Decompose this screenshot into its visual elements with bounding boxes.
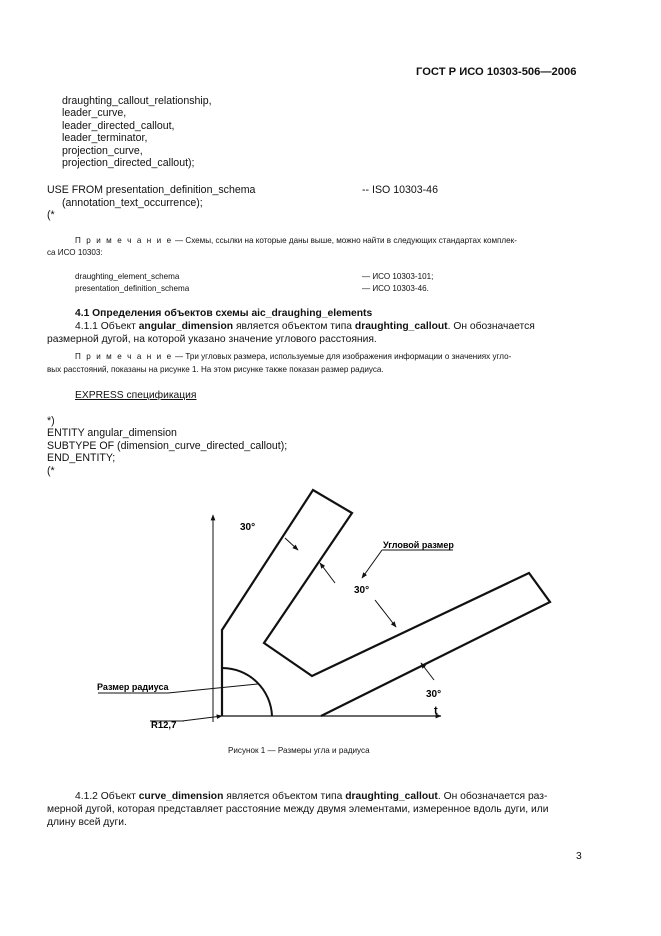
para-4-1-2-line-3: длину всей дуги.: [47, 817, 127, 828]
note-text: — Схемы, ссылки на которые даны выше, можно найти в следующих стандартах комплек-: [172, 236, 517, 245]
angular-dimension-label: Угловой размер: [383, 540, 454, 550]
note-label: П р и м е ч а н и е: [75, 352, 173, 361]
text-run: является объектом типа: [233, 321, 355, 332]
note-label: П р и м е ч а н и е: [75, 236, 173, 245]
note-schema-1: draughting_element_schema: [75, 272, 180, 281]
part-outline: [222, 490, 550, 716]
use-from-line: USE FROM presentation_definition_schema: [47, 184, 256, 196]
angular-label-pointer: [362, 550, 382, 578]
code-line: leader_terminator,: [62, 132, 148, 145]
code-line: SUBTYPE OF (dimension_curve_directed_callout);: [47, 439, 288, 452]
text-run: является объектом типа: [223, 791, 346, 802]
angle-bottom-label: 30°: [426, 689, 442, 700]
code-line: projection_curve,: [62, 144, 143, 157]
page-number: 3: [576, 851, 582, 862]
code-line: (*: [47, 464, 55, 477]
angle-bottom-arrow: [421, 663, 434, 680]
code-line: *): [47, 415, 55, 427]
note-ref-2: — ИСО 10303-46.: [362, 284, 429, 293]
radius-pointer: [182, 716, 222, 721]
use-from-comment: -- ISO 10303-46: [362, 184, 438, 196]
section-title: 4.1 Определения объектов схемы aic_draughing_elements: [75, 308, 373, 319]
angle-mid-arrow-2: [375, 600, 396, 627]
radius-dimension-label: Размер радиуса: [97, 682, 169, 692]
code-line: leader_curve,: [62, 107, 127, 120]
figure-caption: Рисунок 1 — Размеры угла и радиуса: [228, 746, 370, 755]
text-run: 4.1.1 Объект: [75, 321, 139, 332]
term-curve-dimension: curve_dimension: [138, 791, 224, 802]
code-line: leader_directed_callout,: [62, 119, 175, 132]
express-specification-label: EXPRESS спецификация: [75, 390, 197, 401]
code-line: draughting_callout_relationship,: [62, 95, 212, 107]
angle-mid-arrow-1: [320, 563, 335, 583]
angle-mid-label: 30°: [354, 585, 370, 596]
note-ref-1: — ИСО 10303-101;: [362, 272, 434, 281]
radius-arc: [222, 668, 272, 716]
document-header: ГОСТ Р ИСО 10303-506—2006: [416, 66, 577, 78]
term-draughting-callout: draughting_callout: [354, 321, 448, 332]
text-run: 4.1.2 Объект: [75, 791, 139, 802]
angle-top-label: 30°: [240, 522, 256, 533]
para-4-1-1-line-2: размерной дугой, на которой указано значение углового расстояния.: [47, 334, 377, 345]
note-text: — Три угловых размера, используемые для изображения информации о значениях угло-: [172, 352, 512, 361]
code-line: END_ENTITY;: [47, 452, 116, 465]
radius-value-label: R12,7: [151, 720, 177, 731]
code-line: projection_directed_callout);: [62, 156, 195, 169]
text-run: . Он обозначается раз-: [437, 791, 548, 802]
term-angular-dimension: angular_dimension: [138, 321, 234, 332]
code-line: ENTITY angular_dimension: [47, 427, 177, 440]
note-schema-2: presentation_definition_schema: [75, 284, 190, 293]
comment-open: (*: [47, 209, 55, 221]
angle-top-arrow: [285, 538, 298, 550]
axis-t-label: t: [434, 705, 438, 717]
para-4-1-2-line-1: [75, 790, 547, 803]
para-4-1-2-line-2: мерной дугой, которая представляет расстояние между двумя элементами, измеренное вдоль дуги, или: [47, 804, 549, 815]
use-from-arg: (annotation_text_occurrence);: [62, 197, 203, 209]
term-draughting-callout: draughting_callout: [345, 791, 438, 802]
note-1-line-2: са ИСО 10303:: [47, 248, 103, 257]
note-2-line-2: вых расстояний, показаны на рисунке 1. На этом рисунке также показан размер радиуса.: [47, 365, 384, 374]
text-run: . Он обозначается: [447, 321, 535, 332]
